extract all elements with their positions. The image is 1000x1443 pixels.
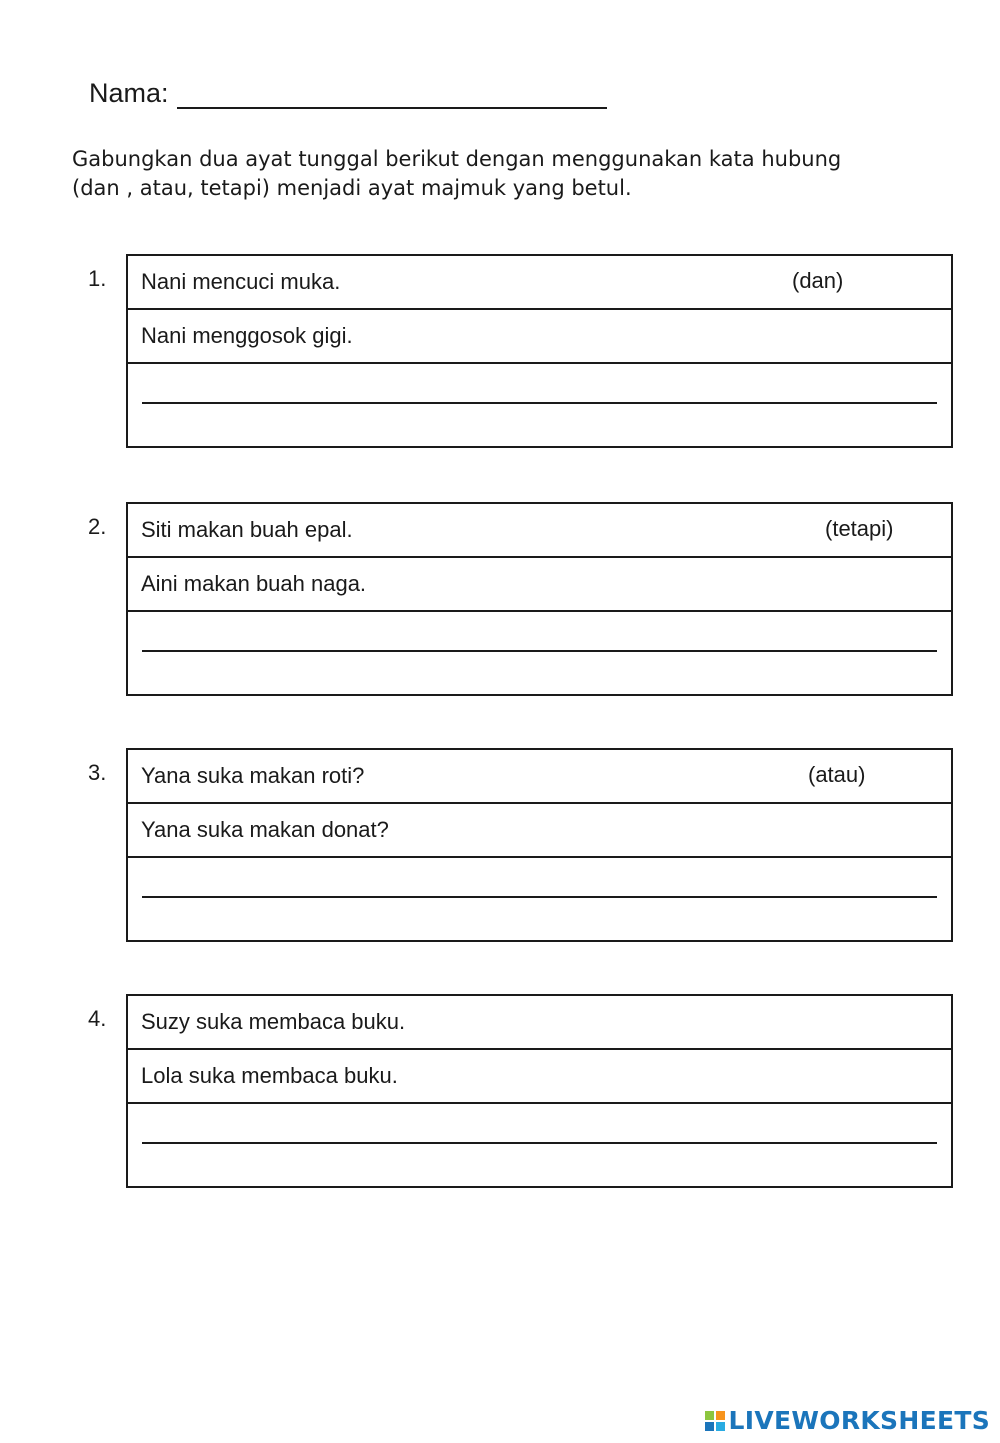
question-number: 3. — [88, 760, 107, 785]
name-input-line[interactable] — [177, 83, 607, 109]
instructions-line-1: Gabungkan dua ayat tunggal berikut dengan menggunakan kata hubung — [72, 147, 842, 171]
sentence-2: Lola suka membaca buku. — [141, 1063, 398, 1088]
sentence-1-row — [128, 996, 951, 1050]
answer-input[interactable] — [142, 372, 941, 404]
sentence-2-row — [128, 1050, 951, 1104]
instructions-line-2: (dan , atau, tetapi) menjadi ayat majmuk yang betul. — [72, 176, 632, 200]
answer-input[interactable] — [142, 1112, 941, 1144]
sentence-2: Yana suka makan donat? — [141, 817, 389, 842]
answer-line — [142, 896, 937, 898]
question-box — [126, 748, 953, 942]
answer-row — [128, 364, 951, 446]
question-number: 2. — [88, 514, 107, 539]
sentence-1-row — [128, 256, 951, 310]
answer-input[interactable] — [142, 866, 941, 898]
sentence-2-row — [128, 558, 951, 612]
answer-row — [128, 612, 951, 694]
name-label: Nama: — [89, 78, 169, 108]
sentence-1: Nani mencuci muka. — [141, 269, 341, 294]
name-row — [89, 78, 607, 109]
question-number: 1. — [88, 266, 107, 291]
sentence-1: Yana suka makan roti? — [141, 763, 365, 788]
question-box — [126, 254, 953, 448]
question-1 — [0, 254, 1000, 448]
logo-block-3 — [705, 1422, 714, 1431]
conjunction-hint: (atau) — [808, 762, 866, 787]
liveworksheets-logo — [705, 1406, 990, 1435]
question-box — [126, 502, 953, 696]
answer-input[interactable] — [142, 620, 941, 652]
logo-block-2 — [716, 1411, 725, 1420]
answer-line — [142, 650, 937, 652]
conjunction-hint: (tetapi) — [825, 516, 894, 541]
sentence-2: Nani menggosok gigi. — [141, 323, 353, 348]
sentence-1: Suzy suka membaca buku. — [141, 1009, 406, 1034]
answer-row — [128, 1104, 951, 1186]
question-4 — [0, 994, 1000, 1188]
answer-row — [128, 858, 951, 940]
instructions — [72, 145, 952, 203]
sentence-1-row — [128, 750, 951, 804]
sentence-2: Aini makan buah naga. — [141, 571, 367, 596]
answer-line — [142, 1142, 937, 1144]
logo-blocks-icon — [705, 1411, 725, 1431]
logo-block-4 — [716, 1422, 725, 1431]
logo-text: LIVEWORKSHEETS — [728, 1406, 990, 1435]
logo-block-1 — [705, 1411, 714, 1420]
sentence-2-row — [128, 310, 951, 364]
question-box — [126, 994, 953, 1188]
question-number: 4. — [88, 1006, 107, 1031]
conjunction-hint: (dan) — [792, 268, 844, 293]
question-3 — [0, 748, 1000, 942]
question-2 — [0, 502, 1000, 696]
answer-line — [142, 402, 937, 404]
sentence-1: Siti makan buah epal. — [141, 517, 353, 542]
sentence-2-row — [128, 804, 951, 858]
sentence-1-row — [128, 504, 951, 558]
